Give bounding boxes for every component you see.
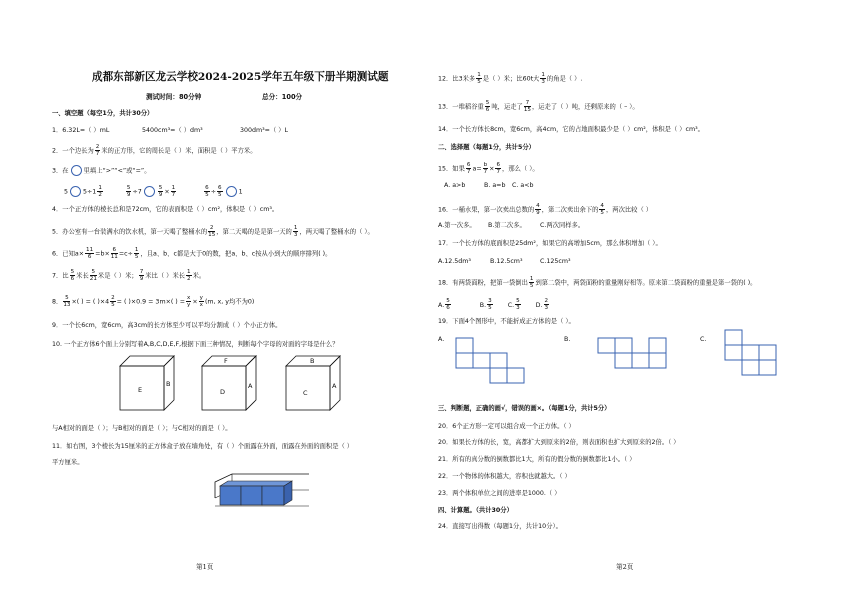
question-22: 21．所有的真分数的倒数都比1大，所有的假分数的倒数都比1小。（ ） xyxy=(438,456,636,463)
cube2-front: D xyxy=(220,388,226,396)
page-number-2: 第2页 xyxy=(616,563,634,571)
q1c: 300dm³=（ ）L xyxy=(240,127,289,134)
question-14: 14．一个长方体长8cm，宽6cm，高4cm，它的占地面积最少是（ ）cm²，体积是（ ）cm³。 xyxy=(438,126,704,133)
answer-circle[interactable] xyxy=(226,186,237,197)
question-3-row: 5 5÷1 $\frac{1}{2}$ $\frac{5}{9}$ ÷7 $\frac{5}{9}$ × $\frac{1}{7}$ $\frac{6}{5}$ ÷ $\frac{6}{5}$ 1 xyxy=(64,185,243,198)
fraction: $\frac{2}{7}$ xyxy=(95,144,100,157)
question-19: 19．下面4个图形中，不能折成正方体的是（ ）。 xyxy=(438,318,575,325)
cube2-top: F xyxy=(224,357,228,365)
question-8: 8． $\frac{5}{13}$ ×( ) = ( )×4 $\frac{2}{5}$ = ( )×0.9 = 3m×( ) = $\frac{x}{y}$ × $\frac{y}{x}$ (m, x, y均不为0) xyxy=(52,295,255,308)
q17-option-a[interactable]: A.12.5dm³ xyxy=(438,258,471,265)
cube-nets xyxy=(440,326,800,386)
q16-option-b[interactable]: B.第二次多。 xyxy=(488,222,526,229)
q17-option-b[interactable]: B.12.5cm³ xyxy=(490,258,523,265)
question-20: 20．6个正方形一定可以组合成一个正方体。（ ） xyxy=(438,423,575,430)
q15-option-c[interactable]: C. a<b xyxy=(512,182,534,189)
question-16: 16．一桶水果，第一次卖出总数的 $\frac{4}{9}$ ，第二次卖出余下的 $\frac{4}{5}$ ，两次比较（ ） xyxy=(438,203,653,216)
page-number-1: 第1页 xyxy=(196,563,214,571)
section-judge: 三、判断题，正确的画√，错误的画×。（每题1分，共计5分） xyxy=(438,405,611,412)
question-18: 18．有两袋面粉，把第一袋倒出 $\frac{1}{5}$ 到第二袋中，两袋面粉的重量刚好相等。原来第二袋面粉的重量是第一袋的( )。 xyxy=(438,276,757,289)
question-21: 20．如果长方体的长，宽，高都扩大到原来的2倍，则表面积也扩大到原来的2倍。（ ） xyxy=(438,439,680,446)
cube1-front: E xyxy=(138,386,143,394)
cube1-side: B xyxy=(166,380,171,388)
question-24: 23．两个体积单位之间的进率是1000.（ ） xyxy=(438,490,561,497)
three-boxes-figure xyxy=(212,470,312,510)
answer-circle[interactable] xyxy=(71,165,82,176)
question-2: 2．一个边长为 $\frac{2}{7}$ 米的正方形，它的周长是（ ）米，面积是（ ）平方米。 xyxy=(52,144,257,157)
question-17: 17．一个长方体的底面积是25dm²，如果它的高增加5cm，那么体积增加（ ）。 xyxy=(438,240,662,247)
q18-option-c[interactable]: C. $\frac{5}{3}$ xyxy=(507,298,520,311)
q1b: 5400cm³=（ ）dm³ xyxy=(142,127,203,134)
section-choice: 二、选择题（每题1分，共计5分） xyxy=(438,144,535,151)
question-23: 22．一个物体的体积越大，容积也就越大。（ ） xyxy=(438,473,571,480)
question-15: 15．如果 $\frac{6}{7}$ a= $\frac{b}{7}$ × $\frac{6}{7}$ ，那么（ ）。 xyxy=(438,162,539,175)
question-10-answers: 与A相对的面是（ ）；与B相对的面是（ ）；与C相对的面是（ ）。 xyxy=(52,425,232,432)
page-title: 成都东部新区龙云学校2024-2025学年五年级下册半期测试题 xyxy=(92,71,389,83)
cube3-front: C xyxy=(303,389,308,397)
cube2-side: A xyxy=(248,382,253,390)
q16-option-a[interactable]: A.第一次多。 xyxy=(438,222,476,229)
q19-option-b[interactable]: B. xyxy=(564,336,571,343)
question-5: 5．办公室有一台装满水的饮水机，第一天喝了整桶水的 $\frac{2}{15}$ ，第二天喝的是是第一天的 $\frac{1}{3}$ ，两天喝了整桶水的（ ）。 xyxy=(52,225,374,238)
cube-figures xyxy=(110,352,370,414)
question-10: 10. 一个正方体6个面上分别写着A,B,C,D,E,F,根据下面三种情况，判断每个字母的对面的字母是什么？ xyxy=(52,341,339,348)
question-7: 7．比 $\frac{5}{6}$ 米长 $\frac{5}{21}$ 米是（ ）米； $\frac{7}{9}$ 米比（ ）米长 $\frac{1}{2}$ 米。 xyxy=(52,269,206,282)
question-25: 24．直接写出得数（每题1分，共计10分）。 xyxy=(438,523,562,530)
q15-option-a[interactable]: A. a>b xyxy=(444,182,466,189)
q16-option-c[interactable]: C.两次同样多。 xyxy=(540,222,585,229)
answer-circle[interactable] xyxy=(144,186,155,197)
q18-option-b[interactable]: B. $\frac{3}{5}$ xyxy=(479,298,492,311)
q15-option-b[interactable]: B. a=b xyxy=(484,182,506,189)
question-12: 12．比3米多 $\frac{1}{5}$ 是（ ）米；比60t大 $\frac{1}{3}$ 的角是（ ）. xyxy=(438,72,583,85)
total-score: 总分：100分 xyxy=(262,93,303,101)
answer-circle[interactable] xyxy=(70,186,81,197)
question-3: 3．在 里填上“>”“<”或“=”。 xyxy=(52,165,151,176)
q17-option-c[interactable]: C.125cm³ xyxy=(540,258,571,265)
test-time: 测试时间：80分钟 xyxy=(146,93,202,101)
question-9: 9．一个长6cm，宽6cm，高3cm的长方体至少可以平均分割成（ ）个小正方体。 xyxy=(52,322,282,329)
q18-options xyxy=(438,298,550,311)
question-11: 11．如右图，3个棱长为15厘米的正方体盒子放在墙角处，有（ ）个面露在外面，面露在外面的面积是（ ） xyxy=(52,443,354,450)
section-fill-in: 一、填空题（每空1分，共计30分） xyxy=(52,110,154,117)
q18-option-a[interactable]: A. $\frac{5}{6}$ xyxy=(438,298,450,311)
q1a: 1．6.32L=（ ）mL xyxy=(52,127,110,134)
cube3-top: B xyxy=(310,357,315,365)
question-4: 4．一个正方体的棱长总和是72cm，它的表面积是（ ）cm²，体积是（ ）cm³。 xyxy=(52,206,279,213)
q18-option-d[interactable]: D. $\frac{2}{3}$ xyxy=(535,298,549,311)
question-11-cont: 平方厘米。 xyxy=(52,459,84,466)
section-calc: 四、计算题。（共计30分） xyxy=(438,507,513,514)
q19-option-c[interactable]: C. xyxy=(700,336,707,343)
cube3-side: A xyxy=(332,382,337,390)
q19-option-a[interactable]: A. xyxy=(438,336,445,343)
question-13: 13．一堆稻谷重 $\frac{5}{6}$ 吨，运走了 $\frac{7}{15}$ ，运走了（ ）吨，还剩原来的（ – ）。 xyxy=(438,100,639,113)
question-6: 6．已知a× $\frac{11}{6}$ =b× $\frac{6}{11}$ =c÷ $\frac{1}{5}$ ，且a、b、c都是大于0的数，把a、b、c按从小到大的顺序排列( )。 xyxy=(52,247,332,260)
